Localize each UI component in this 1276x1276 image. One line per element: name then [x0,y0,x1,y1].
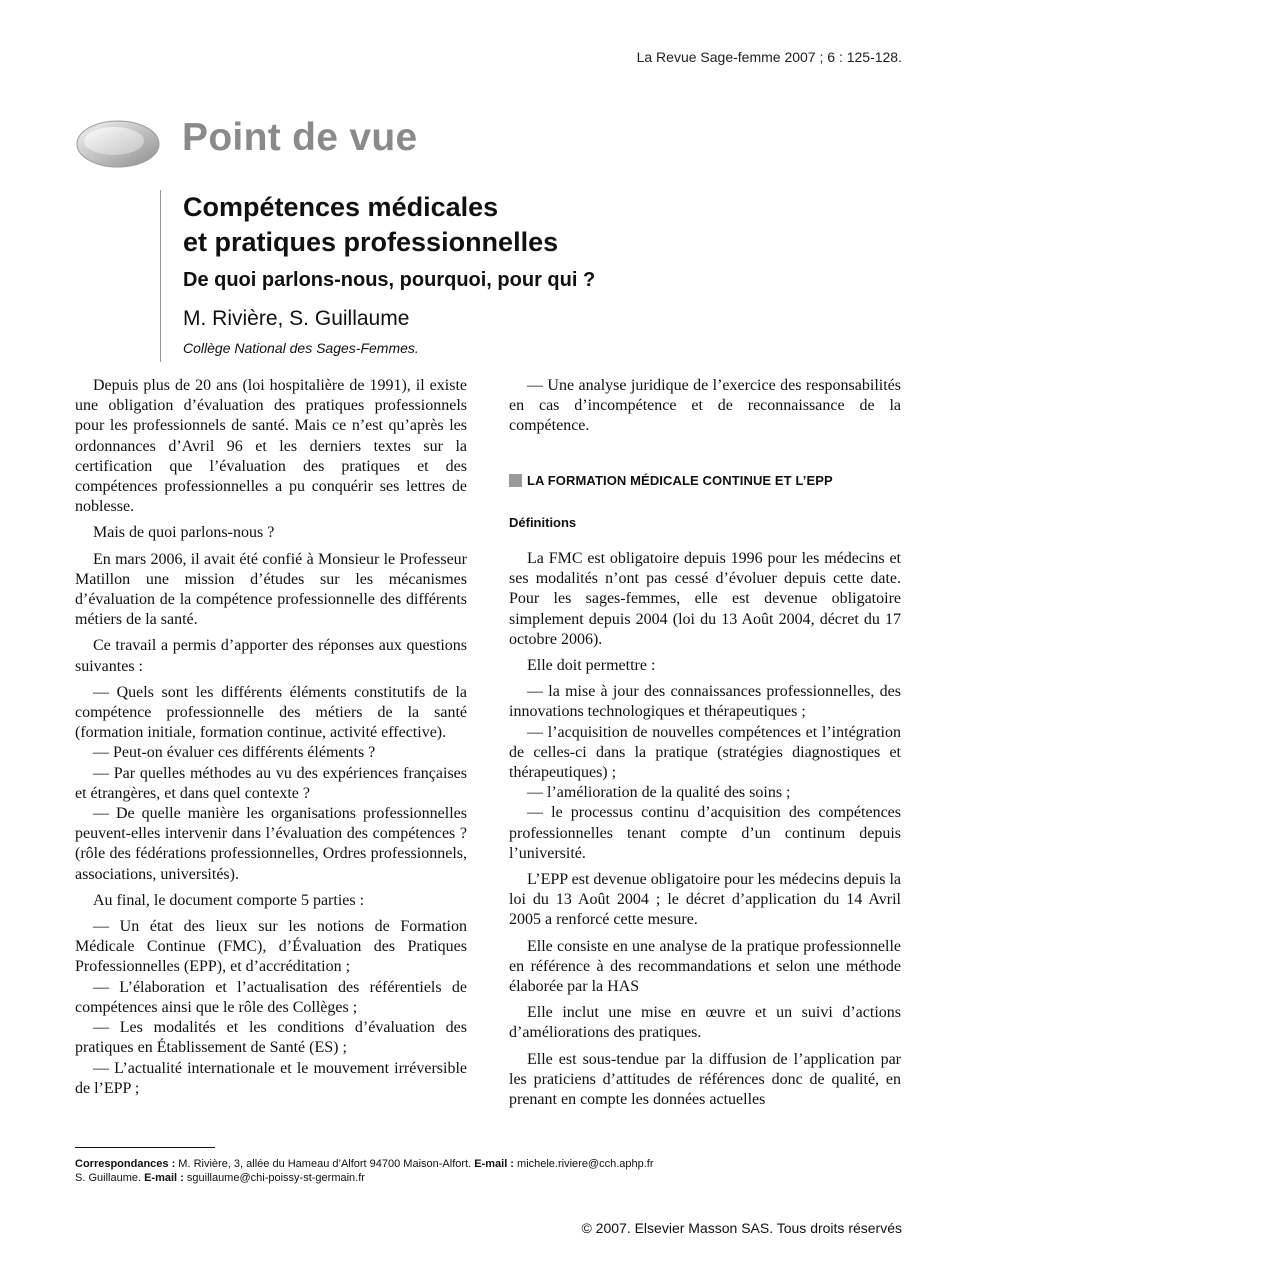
footnote [75,1157,895,1185]
paragraph: La FMC est obligatoire depuis 1996 pour les médecins et ses modalités n’ont pas cessé d’évoluer depuis cette date. Pour les sages-femmes, elle est devenue obligatoire simplement depuis 2004 (loi du 13 Août 2004, décret du 17 octobre 2006). [509,550,901,648]
footnote-label: Correspondances : [75,1158,176,1170]
list-item: — le processus continu d’acquisition des compétences professionnelles tenant compte d’un continum depuis l’université. [509,804,901,862]
right-column [509,376,901,1116]
paragraph: Elle doit permettre : [527,657,656,675]
footnote-line-2 [75,1171,895,1185]
footnote-line-1 [75,1157,895,1171]
article-title-line-1: Compétences médicales [183,192,499,222]
paragraph: Ce travail a permis d’apporter des réponses aux questions suivantes : [75,637,467,675]
paragraph: L’EPP est devenue obligatoire pour les médecins depuis la loi du 13 Août 2004 ; le décret d’application du 14 Avril 2005 a renforcé cette mesure. [509,871,901,929]
article-title-line-2: et pratiques professionnelles [183,227,559,257]
article-affiliation: Collège National des Sages-Femmes. [183,340,419,356]
list-item: — Une analyse juridique de l’exercice des responsabilités en cas d’incompétence et de reconnaissance de la compétence. [509,377,901,435]
paragraph: Mais de quoi parlons-nous ? [93,524,275,542]
list-item: — De quelle manière les organisations professionnelles peuvent-elles intervenir dans l’évaluation des compétences ? (rôle des fédérations professionnelles, Ordres professionnels, associations, universités). [75,805,467,883]
section-label: Point de vue [182,116,418,159]
list-item: — Peut-on évaluer ces différents éléments ? [93,744,376,762]
sub-heading: Définitions [509,514,577,530]
section-heading [509,471,901,491]
paragraph: Elle est sous-tendue par la diffusion de l’application par les praticiens d’attitudes de références donc de qualité, en prenant en compte les données actuelles [509,1050,901,1109]
paragraph: Depuis plus de 20 ans (loi hospitalière de 1991), il existe une obligation d’évaluation des pratiques professionnels pour les professionnels de santé. Mais ce n’est qu’après les ordonnances d’Avril 96 et les derniers textes sur la certification que l’évaluation des pratiques et des compétences professionnelles a pu conquérir ses lettres de noblesse. [75,377,467,516]
email-link[interactable]: sguillaume@chi-poissy-st-germain.fr [183,1172,365,1184]
footnote-address: M. Rivière, 3, allée du Hameau d’Alfort 94700 Maison-Alfort. [175,1158,475,1170]
list-item: — L’actualité internationale et le mouvement irréversible de l’EPP ; [75,1059,467,1097]
section-square-icon [509,474,522,487]
paragraph: Elle consiste en une analyse de la pratique professionnelle en référence à des recommandations et selon une méthode élaborée par la HAS [509,937,901,996]
list-item: — la mise à jour des connaissances professionnelles, des innovations technologiques et thérapeutiques ; [509,683,901,721]
list-item: — l’acquisition de nouvelles compétences et l’intégration de celles-ci dans la pratique (stratégies diagnostiques et thérapeutiques) ; [509,723,901,782]
left-column [75,376,467,1099]
article-subtitle: De quoi parlons-nous, pourquoi, pour qui ? [183,269,596,291]
article-authors: M. Rivière, S. Guillaume [183,307,410,330]
footnote-author: S. Guillaume. [75,1172,145,1184]
email-label: E-mail : [474,1158,514,1170]
title-block [160,190,883,362]
paragraph: Elle inclut une mise en œuvre et un suivi d’actions d’améliorations des pratiques. [509,1004,901,1042]
footnote-rule [75,1147,215,1148]
list-item: — L’élaboration et l’actualisation des référentiels de compétences ainsi que le rôle des Collèges ; [75,978,467,1016]
list-item: — Les modalités et les conditions d’évaluation des pratiques en Établissement de Santé (ES) ; [75,1019,467,1057]
email-label: E-mail : [144,1172,184,1184]
section-heading-text: LA FORMATION MÉDICALE CONTINUE ET L’EPP [527,472,833,488]
list-item: — Un état des lieux sur les notions de Formation Médicale Continue (FMC), d’Évaluation des Pratiques Professionnelles (EPP), et d’accréditation ; [75,918,467,976]
list-item: — l’amélioration de la qualité des soins ; [527,784,791,802]
list-item: — Par quelles méthodes au vu des expériences françaises et étrangères, et dans quel contexte ? [75,764,467,802]
copyright: © 2007. Elsevier Masson SAS. Tous droits réservés [581,1220,902,1236]
paragraph: En mars 2006, il avait été confié à Monsieur le Professeur Matillon une mission d’études sur les mécanismes d’évaluation de la compétence professionnelle des différents métiers de la santé. [75,550,467,629]
article-title [183,190,883,260]
paragraph: Au final, le document comporte 5 parties : [93,891,365,909]
list-item: — Quels sont les différents éléments constitutifs de la compétence professionnelle des métiers de la santé (formation initiale, formation continue, activité effective). [75,683,467,742]
journal-reference: La Revue Sage-femme 2007 ; 6 : 125-128. [636,49,902,65]
section-ellipse-logo [76,119,160,169]
email-link[interactable]: michele.riviere@cch.aphp.fr [513,1158,654,1170]
